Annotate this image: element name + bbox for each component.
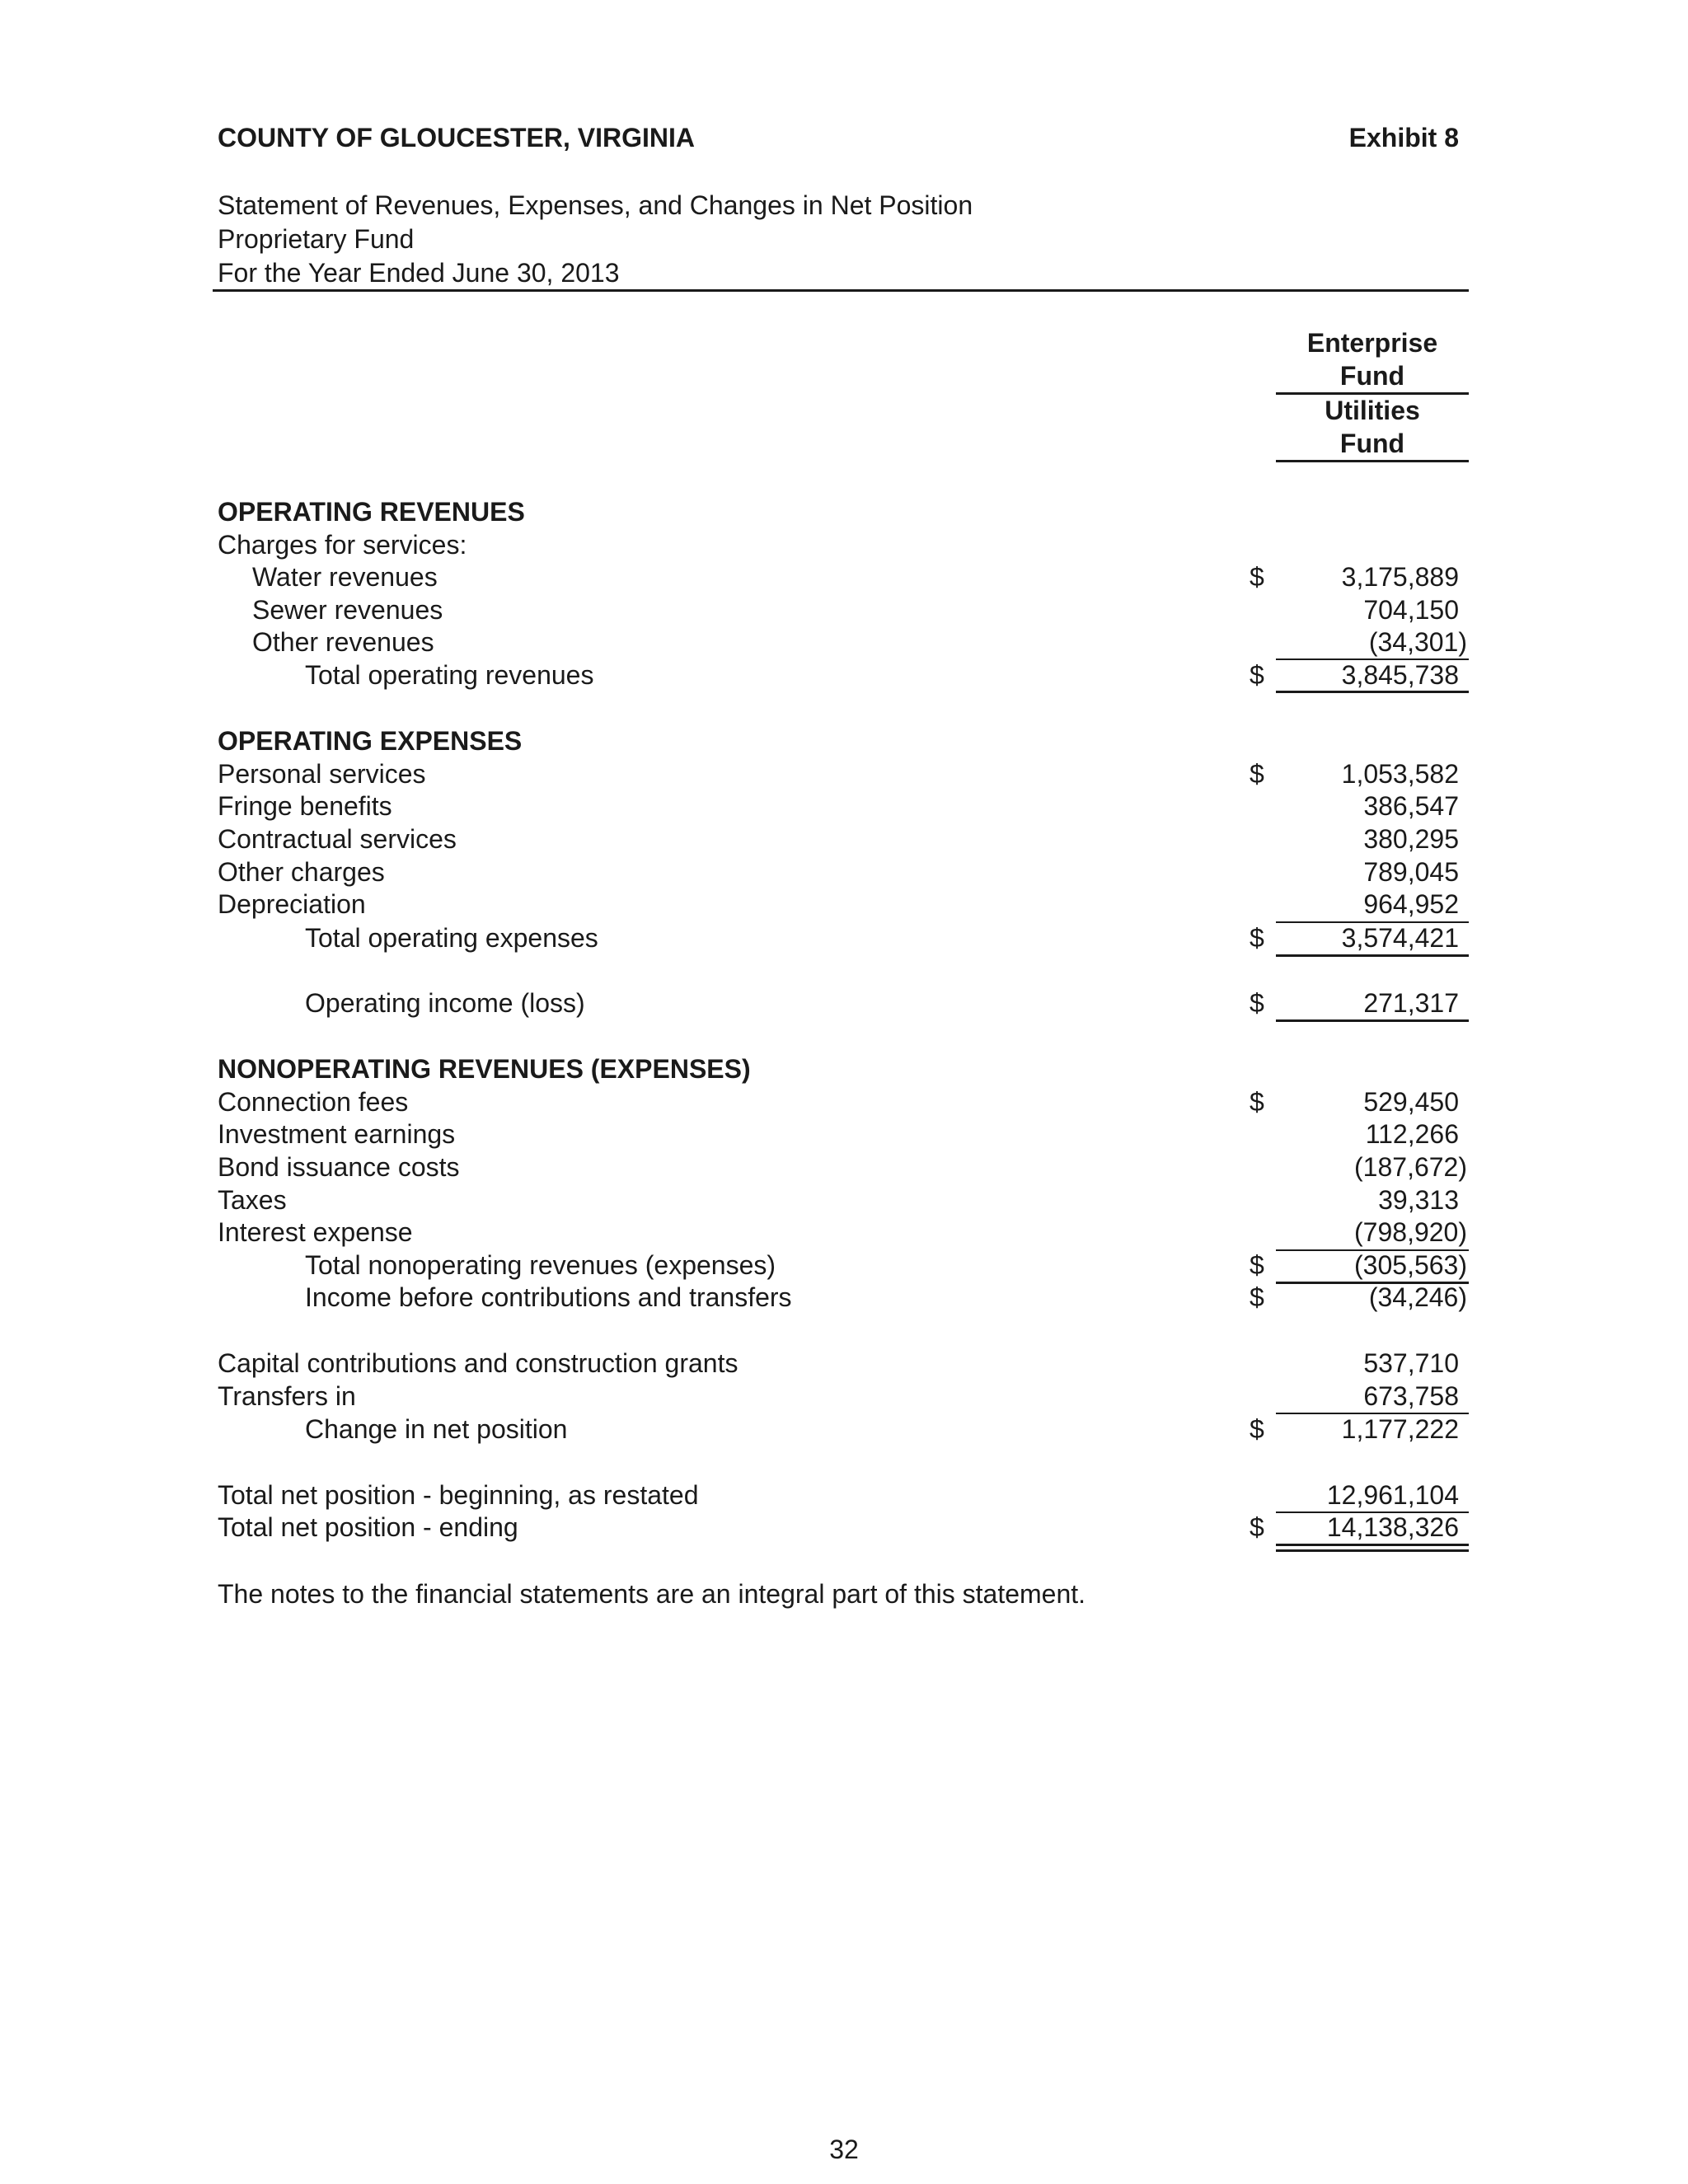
nonoperating-heading: NONOPERATING REVENUES (EXPENSES) xyxy=(218,1054,751,1084)
statement-title: Statement of Revenues, Expenses, and Changes in Net Position xyxy=(218,190,973,220)
currency-symbol: $ xyxy=(1250,660,1264,690)
col-header-fund-2: Fund xyxy=(1339,429,1405,458)
investment-earnings-value: 112,266 xyxy=(1365,1119,1459,1149)
footnote: The notes to the financial statements are an integral part of this statement. xyxy=(218,1579,1086,1609)
other-revenues-value: (34,301) xyxy=(1368,627,1467,657)
transfers-in-value: 673,758 xyxy=(1363,1381,1459,1411)
connection-fees-label: Connection fees xyxy=(218,1087,409,1117)
period: For the Year Ended June 30, 2013 xyxy=(218,258,620,288)
net-position-ending-value: 14,138,326 xyxy=(1326,1512,1459,1542)
col-header-fund-1: Fund xyxy=(1339,361,1405,391)
col-header-utilities: Utilities xyxy=(1325,396,1420,425)
currency-symbol: $ xyxy=(1250,988,1264,1018)
other-revenues-label: Other revenues xyxy=(252,627,434,657)
total-operating-revenues-value: 3,845,738 xyxy=(1341,660,1459,690)
net-position-ending-label: Total net position - ending xyxy=(218,1512,518,1542)
currency-symbol: $ xyxy=(1250,1282,1264,1312)
water-revenues-value: 3,175,889 xyxy=(1341,562,1459,592)
exhibit-label: Exhibit 8 xyxy=(1348,123,1459,152)
personal-services-label: Personal services xyxy=(218,759,426,789)
total-operating-expenses-label: Total operating expenses xyxy=(305,923,598,953)
operating-income-label: Operating income (loss) xyxy=(305,988,585,1018)
transfers-in-label: Transfers in xyxy=(218,1381,356,1411)
total-rule xyxy=(1276,691,1469,693)
total-nonoperating-label: Total nonoperating revenues (expenses) xyxy=(305,1250,776,1280)
net-position-beginning-value: 12,961,104 xyxy=(1326,1480,1459,1510)
col-header-rule-2 xyxy=(1276,460,1469,462)
total-nonoperating-value: (305,563) xyxy=(1354,1250,1467,1280)
operating-income-value: 271,317 xyxy=(1363,988,1459,1018)
operating-expenses-heading: OPERATING EXPENSES xyxy=(218,726,523,756)
contractual-services-label: Contractual services xyxy=(218,824,457,854)
bond-issuance-costs-label: Bond issuance costs xyxy=(218,1152,460,1182)
entity-name: COUNTY OF GLOUCESTER, VIRGINIA xyxy=(218,123,695,152)
income-before-contributions-label: Income before contributions and transfers xyxy=(305,1282,792,1312)
operating-revenues-heading: OPERATING REVENUES xyxy=(218,497,525,527)
currency-symbol: $ xyxy=(1250,1512,1264,1542)
currency-symbol: $ xyxy=(1250,562,1264,592)
currency-symbol: $ xyxy=(1250,1250,1264,1280)
currency-symbol: $ xyxy=(1250,923,1264,953)
other-charges-label: Other charges xyxy=(218,857,385,887)
fringe-benefits-value: 386,547 xyxy=(1363,791,1459,821)
water-revenues-label: Water revenues xyxy=(252,562,438,592)
double-rule-bottom xyxy=(1276,1549,1469,1552)
fund-type: Proprietary Fund xyxy=(218,224,415,254)
total-rule xyxy=(1276,954,1469,957)
interest-expense-label: Interest expense xyxy=(218,1217,413,1247)
fringe-benefits-label: Fringe benefits xyxy=(218,791,392,821)
sewer-revenues-label: Sewer revenues xyxy=(252,595,443,625)
income-before-contributions-value: (34,246) xyxy=(1368,1282,1467,1312)
depreciation-value: 964,952 xyxy=(1363,889,1459,919)
net-position-beginning-label: Total net position - beginning, as restated xyxy=(218,1480,699,1510)
capital-contributions-value: 537,710 xyxy=(1363,1348,1459,1378)
other-charges-value: 789,045 xyxy=(1363,857,1459,887)
capital-contributions-label: Capital contributions and construction grants xyxy=(218,1348,738,1378)
taxes-value: 39,313 xyxy=(1378,1185,1459,1215)
total-rule xyxy=(1276,1019,1469,1022)
personal-services-value: 1,053,582 xyxy=(1341,759,1459,789)
charges-for-services-label: Charges for services: xyxy=(218,530,467,560)
bond-issuance-costs-value: (187,672) xyxy=(1354,1152,1467,1182)
col-header-enterprise: Enterprise xyxy=(1306,328,1438,358)
connection-fees-value: 529,450 xyxy=(1363,1087,1459,1117)
change-in-net-position-label: Change in net position xyxy=(305,1414,568,1444)
change-in-net-position-value: 1,177,222 xyxy=(1341,1414,1459,1444)
depreciation-label: Depreciation xyxy=(218,889,366,919)
total-operating-expenses-value: 3,574,421 xyxy=(1341,923,1459,953)
total-operating-revenues-label: Total operating revenues xyxy=(305,660,594,690)
investment-earnings-label: Investment earnings xyxy=(218,1119,456,1149)
double-rule-top xyxy=(1276,1544,1469,1546)
page-number: 32 xyxy=(829,2135,859,2164)
currency-symbol: $ xyxy=(1250,1087,1264,1117)
header-rule xyxy=(213,289,1469,292)
currency-symbol: $ xyxy=(1250,1414,1264,1444)
sewer-revenues-value: 704,150 xyxy=(1363,595,1459,625)
interest-expense-value: (798,920) xyxy=(1354,1217,1467,1247)
currency-symbol: $ xyxy=(1250,759,1264,789)
taxes-label: Taxes xyxy=(218,1185,287,1215)
contractual-services-value: 380,295 xyxy=(1363,824,1459,854)
